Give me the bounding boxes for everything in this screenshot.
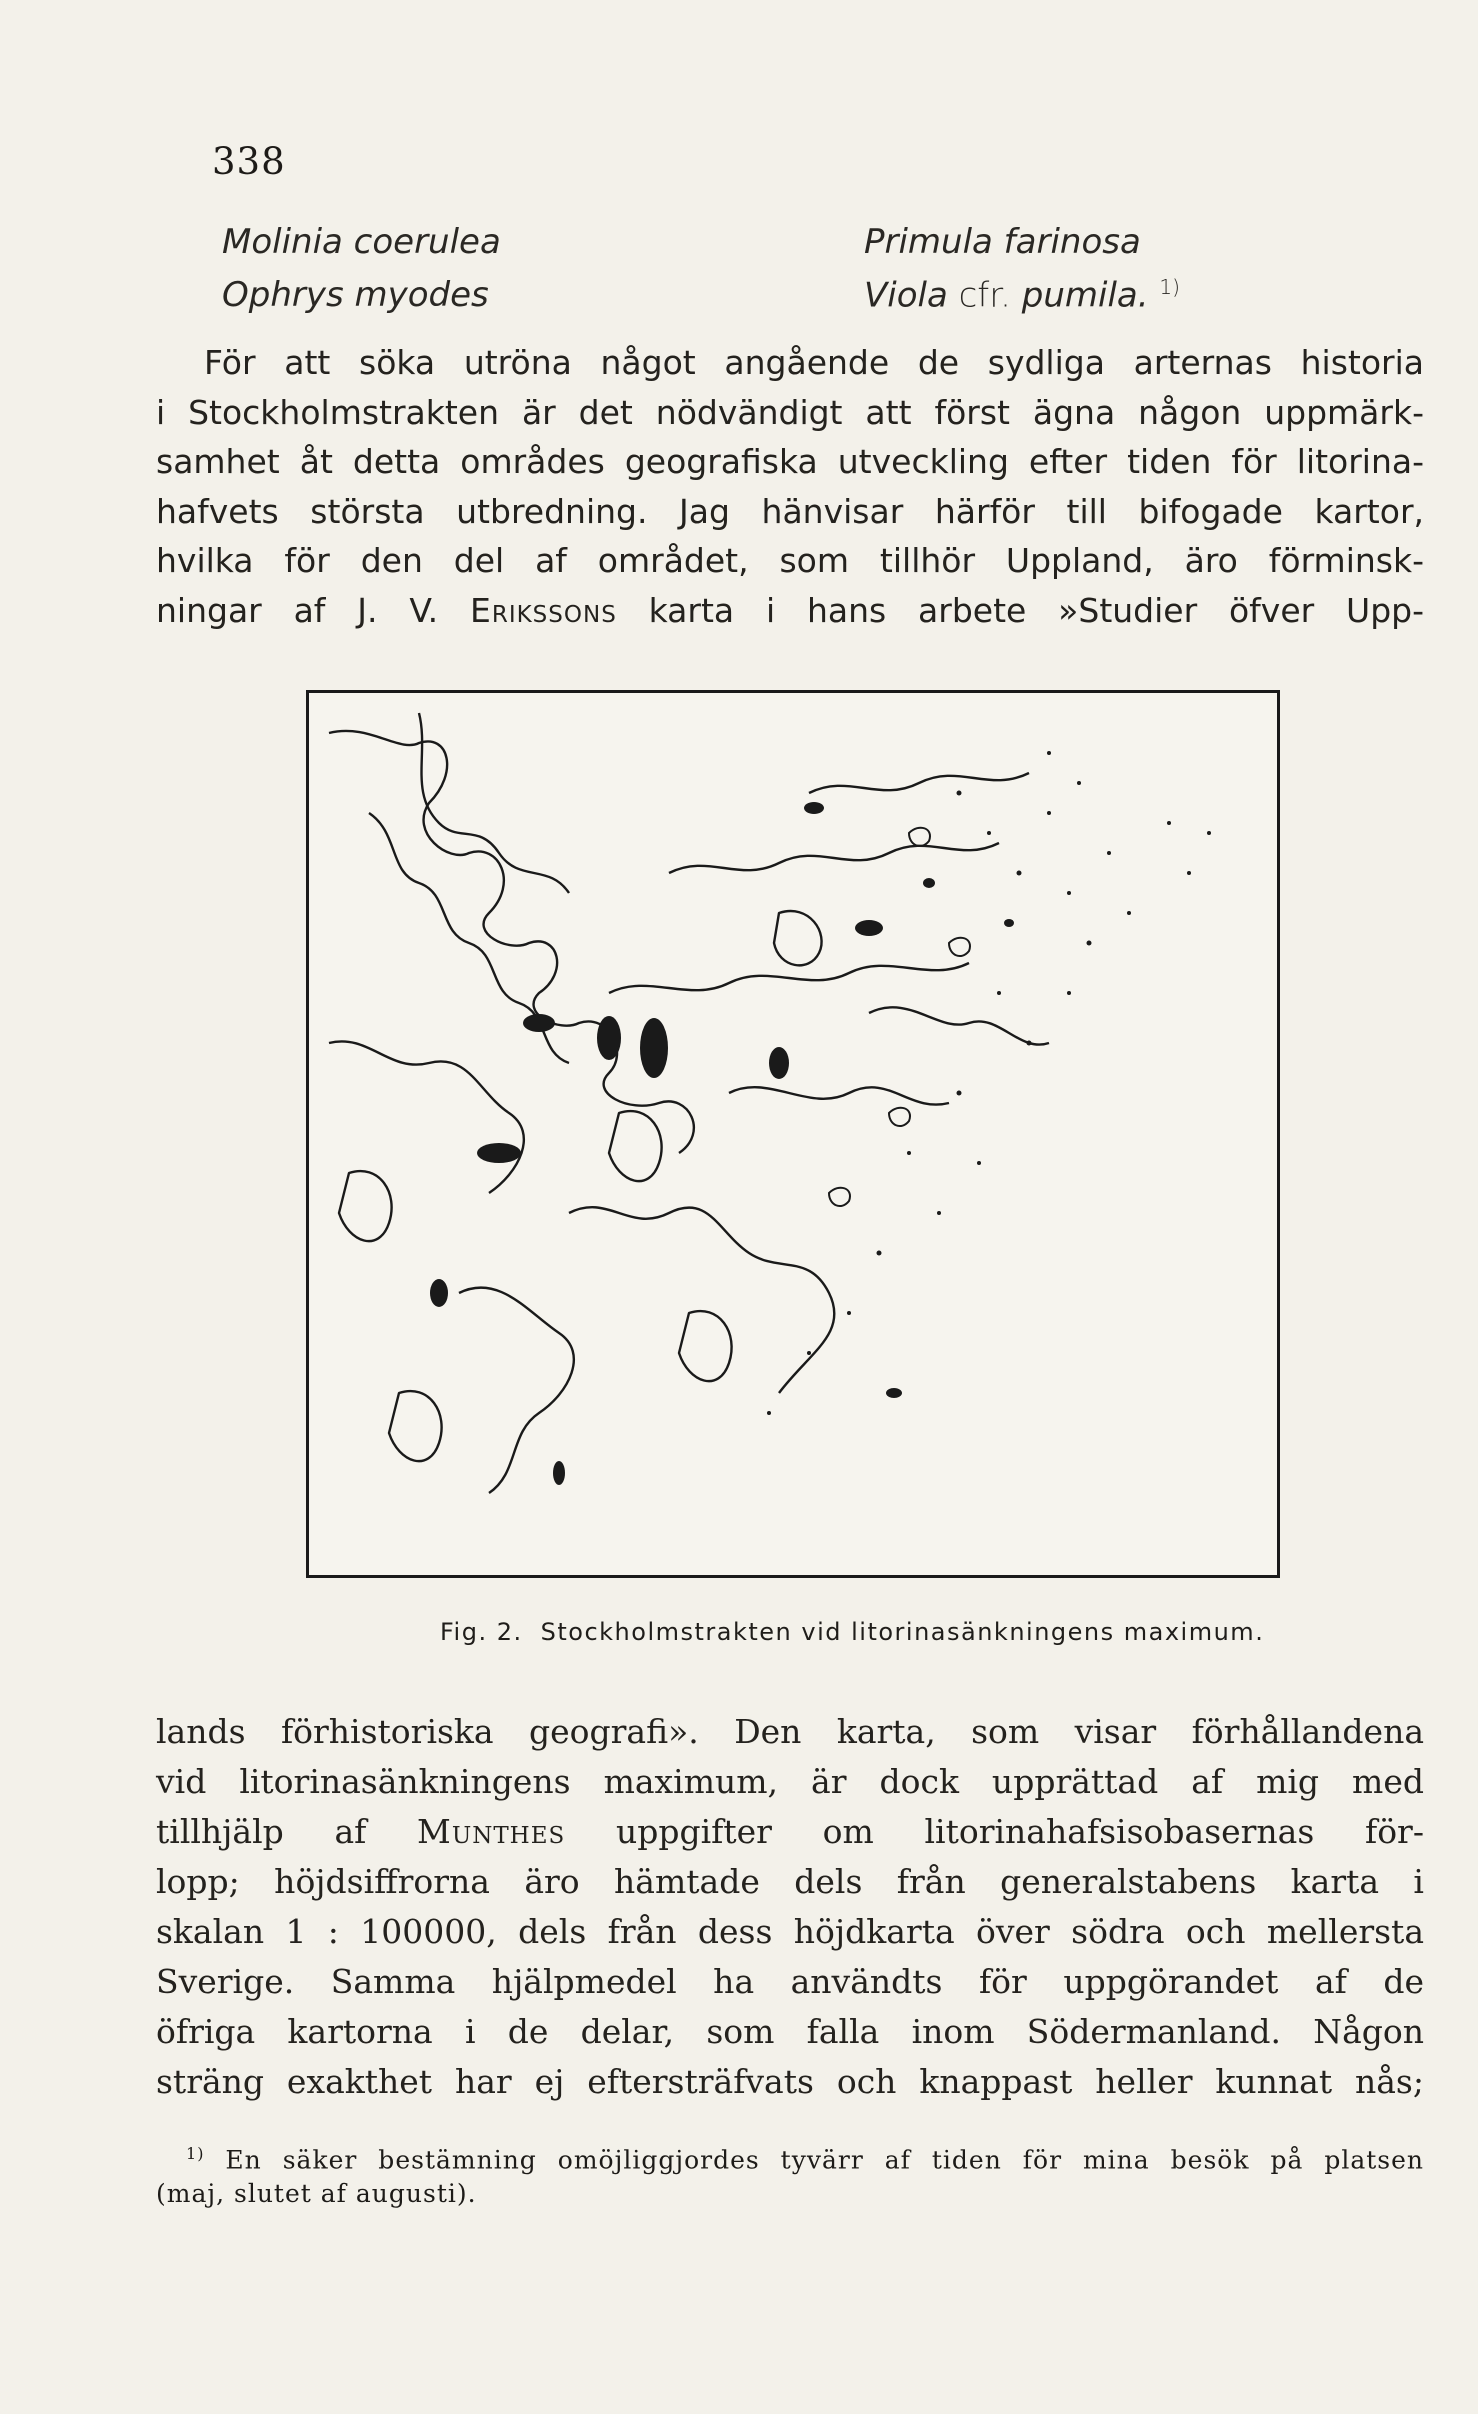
paragraph-line: tillhjälp af Munthes uppgifter om litorinahafsisobasernas för- [156,1812,1424,1851]
archipelago-outer [869,1007,1049,1044]
paragraph-line: lands förhistoriska geografi». Den karta, som visar förhållandena [156,1712,1424,1751]
paragraph-line: skalan 1 : 100000, dels från dess höjdkarta över södra och mellersta [156,1912,1424,1951]
paragraph-line: öfriga kartorna i de delar, som falla inom Södermanland. Någon [156,2012,1424,2051]
paragraph-line: lopp; höjdsiffrorna äro hämtade dels från generalstabens karta i [156,1862,1424,1901]
island [1004,919,1014,927]
paragraph-line: Sverige. Samma hjälpmedel ha användts för uppgörandet af de [156,1962,1424,2001]
species-footnote-marker: 1) [1159,275,1180,299]
paragraph-line: samhet åt detta områdes geografiska utveckling efter tiden för litorina- [156,442,1424,481]
island [886,1388,902,1398]
coast-east [809,773,1029,793]
footnote [156,2137,1424,2211]
island [553,1461,565,1485]
paragraph-intro [156,338,1424,635]
page-number: 338 [212,140,286,183]
figure-label: Fig. 2. [440,1618,523,1646]
paragraph-line: vid litorinasänkningens maximum, är dock upprättad af mig med [156,1762,1424,1801]
coast-south [569,1207,834,1393]
paragraph-line: i Stockholmstrakten är det nödvändigt att först ägna någon uppmärk- [156,392,1424,432]
lake-2 [609,1111,662,1181]
viola-species: pumila. [1021,275,1149,316]
paragraph-continuation [156,1707,1424,2107]
island [769,1047,789,1079]
island [855,920,883,936]
island-chain [669,843,999,873]
lake-1 [339,1171,392,1241]
paragraph-line: ningar af J. V. Erikssons karta i hans arbete »Studier öfver Upp- [156,590,1424,630]
island [804,802,824,814]
island [477,1143,521,1163]
figure-map [306,690,1280,1578]
paragraph-line: hvilka för den del af området, som tillhör Uppland, äro förminsk- [156,541,1424,580]
coastline-west [329,731,694,1153]
island [640,1018,668,1078]
lake-3 [774,911,822,965]
paragraph-line: hafvets största utbredning. Jag hänvisar härför till bifogade kartor, [156,491,1424,531]
island [597,1016,621,1060]
species-primula: Primula farinosa [864,222,1141,262]
strait [729,1087,949,1104]
viola-genus: Viola [864,275,948,316]
author-name-munthe: Munthes [417,1812,566,1851]
author-name-eriksson: Erikssons [469,590,617,630]
footnote-line: $^{1)}$ En säker bestämning omöjliggjordes tyvärr af tiden för mina besök på platsen [186,2144,1424,2175]
species-molinia: Molinia coerulea [222,222,501,262]
small-islets [829,828,970,1206]
paragraph-line: sträng exakthet har ej eftersträfvats och knappast heller kunnat nås; [156,2062,1424,2101]
footnote-marker: 1) [186,2144,205,2163]
figure-caption-text: Stockholmstrakten vid litorinasänkningens maximum. [540,1618,1265,1646]
viola-cfr: cfr. [958,275,1011,316]
island [923,878,935,888]
fjord-north [419,713,569,893]
island [430,1279,448,1307]
figure-caption [440,1618,1264,1646]
map-drawing [309,693,1277,1575]
species-ophrys: Ophrys myodes [222,275,489,315]
footnote-line: (maj, slutet af augusti). [156,2179,477,2209]
island [523,1014,555,1032]
paragraph-line: För att söka utröna något angående de sydliga arternas historia [204,343,1424,382]
lake-4 [389,1391,442,1461]
lake-5 [679,1311,732,1381]
fjord-center [609,963,969,993]
species-viola [864,275,1180,315]
